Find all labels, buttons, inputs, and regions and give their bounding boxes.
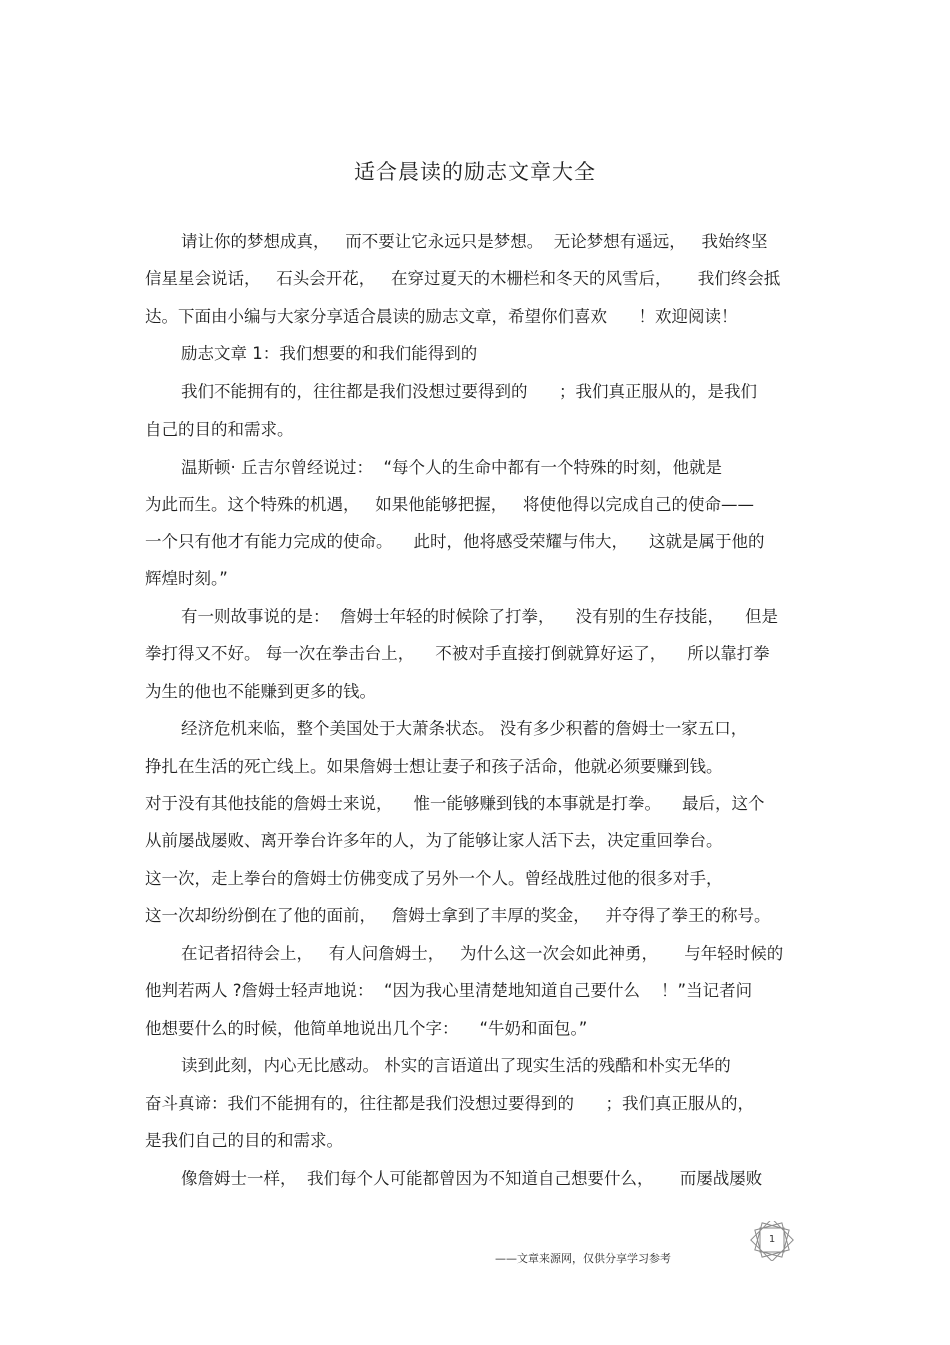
body-line: 这一次却纷纷倒在了他的面前， 詹姆士拿到了丰厚的奖金， 并夺得了拳王的称号。 — [145, 906, 771, 925]
section-heading: 励志文章 1：我们想要的和我们能得到的 — [181, 344, 478, 363]
body-line: 信星星会说话， 石头会开花， 在穿过夏天的木栅栏和冬天的风雪后， 我们终会抵 — [145, 269, 781, 288]
body-line: 我们不能拥有的，往往都是我们没想过要得到的 ；我们真正服从的，是我们 — [181, 382, 757, 401]
body-line: 经济危机来临，整个美国处于大萧条状态。 没有多少积蓄的詹姆士一家五口， — [181, 719, 748, 738]
body-line: 一个只有他才有能力完成的使命。 此时，他将感受荣耀与伟大， 这就是属于他的 — [145, 532, 765, 551]
body-line: 他判若两人 ?詹姆士轻声地说： “因为我心里清楚地知道自己要什么 ！”当记者问 — [145, 981, 753, 1000]
body-line: 他想要什么的时候，他简单地说出几个字： “牛奶和面包。” — [145, 1019, 588, 1038]
body-line: 有一则故事说的是： 詹姆士年轻的时候除了打拳， 没有别的生存技能， 但是 — [181, 607, 778, 626]
body-line: 达。下面由小编与大家分享适合晨读的励志文章，希望你们喜欢 ！欢迎阅读！ — [145, 307, 738, 326]
body-line: 从前屡战屡败、离开拳台许多年的人，为了能够让家人活下去，决定重回拳台。 — [145, 831, 723, 850]
body-line: 温斯顿· 丘吉尔曾经说过： “每个人的生命中都有一个特殊的时刻，他就是 — [181, 458, 723, 477]
body-line: 读到此刻，内心无比感动。 朴实的言语道出了现实生活的残酷和朴实无华的 — [181, 1056, 731, 1075]
body-line: 请让你的梦想成真， 而不要让它永远只是梦想。 无论梦想有遥远， 我始终坚 — [181, 232, 768, 251]
body-line: 奋斗真谛：我们不能拥有的，往往都是我们没想过要得到的 ；我们真正服从的， — [145, 1094, 754, 1113]
body-line: 对于没有其他技能的詹姆士来说， 惟一能够赚到钱的本事就是打拳。 最后，这个 — [145, 794, 765, 813]
footer-source-note: ——文章来源网，仅供分享学习参考 — [495, 1252, 671, 1265]
body-line: 自己的目的和需求。 — [145, 420, 294, 439]
body-line: 挣扎在生活的死亡线上。如果詹姆士想让妻子和孩子活命，他就必须要赚到钱。 — [145, 757, 723, 776]
body-line: 为生的他也不能赚到更多的钱。 — [145, 682, 376, 701]
body-line: 这一次，走上拳台的詹姆士仿佛变成了另外一个人。曾经战胜过他的很多对手， — [145, 869, 723, 888]
body-line: 像詹姆士一样， 我们每个人可能都曾因为不知道自己想要什么， 而屡战屡败 — [181, 1169, 763, 1188]
body-line: 在记者招待会上， 有人问詹姆士， 为什么这一次会如此神勇， 与年轻时候的 — [181, 944, 784, 963]
body-line: 是我们自己的目的和需求。 — [145, 1131, 343, 1150]
body-line: 辉煌时刻。” — [145, 569, 228, 588]
page-number-badge — [749, 1221, 795, 1261]
body-line: 拳打得又不好。 每一次在拳击台上， 不被对手直接打倒就算好运了， 所以靠打拳 — [145, 644, 770, 663]
body-line: 为此而生。这个特殊的机遇， 如果他能够把握， 将使他得以完成自己的使命—— — [145, 495, 754, 514]
document-title: 适合晨读的励志文章大全 — [354, 160, 596, 184]
page-number: 1 — [768, 1234, 776, 1245]
